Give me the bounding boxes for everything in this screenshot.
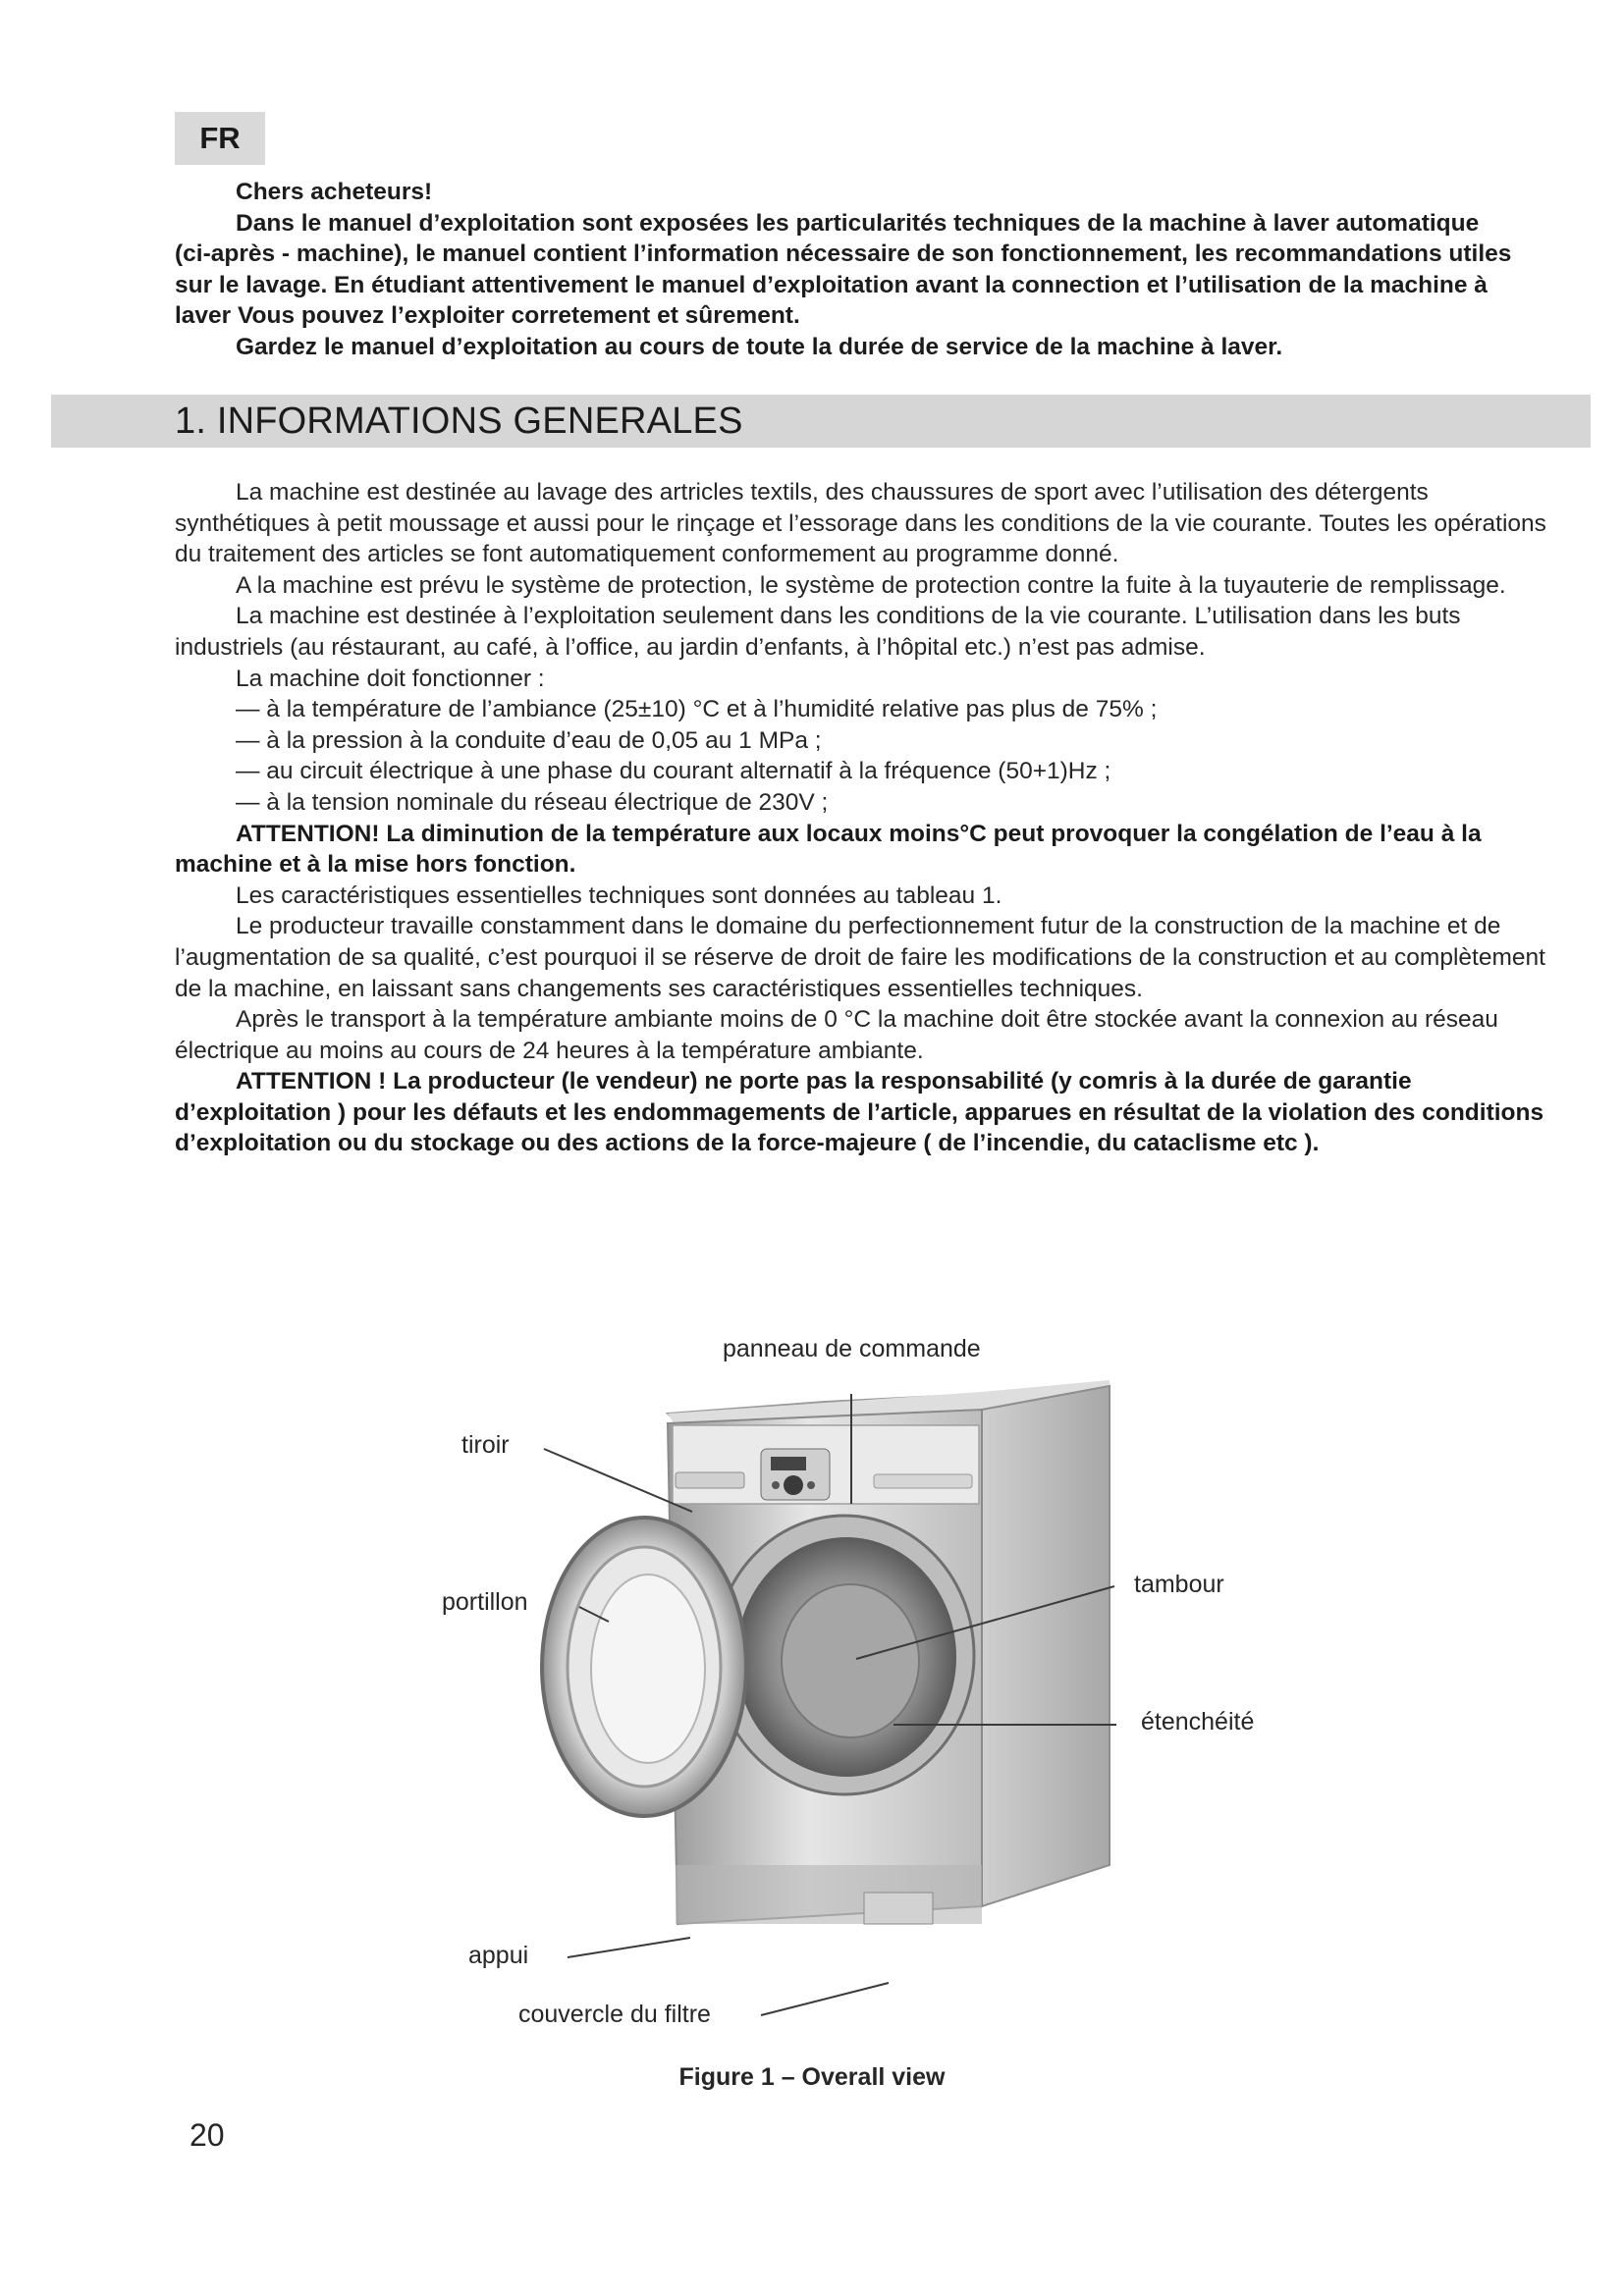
- condition-temperature: — à la température de l’ambiance (25±10) °C et à l’humidité relative pas plus de 75% ;: [236, 696, 1158, 723]
- filter-cover: [864, 1893, 933, 1924]
- paragraph-table-reference: Les caractéristiques essentielles techniques sont données au tableau 1.: [236, 881, 1002, 909]
- program-knob: [784, 1475, 803, 1495]
- warning-freezing: ATTENTION! La diminution de la température aux locaux moins°C peut provoquer la congélation de l’eau à la machine et à la mise hors fonction.: [175, 820, 1482, 879]
- intro-block: [175, 177, 1520, 362]
- page-number: 20: [189, 2117, 225, 2153]
- drawer-handle: [676, 1472, 744, 1488]
- paragraph-usage: La machine est destinée à l’exploitation seulement dans les conditions de la vie courante. L’utilisation dans les buts industriels (au réstaurant, au café, à l’office, au jardin d’enfants, à l’hôpital etc.) n’est pas admise.: [175, 603, 1461, 661]
- section-title: 1. INFORMATIONS GENERALES: [175, 400, 743, 442]
- label-seal: étenchéité: [1141, 1708, 1255, 1735]
- body-text: [175, 477, 1547, 1159]
- label-foot: appui: [468, 1942, 529, 1969]
- condition-pressure: — à la pression à la conduite d’eau de 0,05 au 1 MPa ;: [236, 726, 822, 754]
- label-drawer: tiroir: [461, 1431, 510, 1459]
- washing-machine-illustration: [0, 1315, 1624, 2120]
- figure-caption: Figure 1 – Overall view: [678, 2063, 946, 2091]
- paragraph-purpose: La machine est destinée au lavage des artricles textils, des chaussures de sport avec l’utilisation des détergents synthétiques à petit moussage et aussi pour le rinçage et l’essorage dans les conditions de la vie courante. Toutes les opérations du traitement des articles se font automatiquement conformement au programme donné.: [175, 479, 1546, 568]
- paragraph-modifications: Le producteur travaille constamment dans le domaine du perfectionnement futur de la construction de la machine et de l’augmentation de sa qualité, c’est pourquoi il se réserve de droit de faire les modifications de la construction et au complètement de la machine, en laissant sans changements ses caractéristiques essentielles techniques.: [175, 913, 1545, 1002]
- label-door: portillon: [442, 1588, 528, 1616]
- condition-voltage: — à la tension nominale du réseau électrique de 230V ;: [236, 788, 829, 816]
- warning-liability: ATTENTION ! La producteur (le vendeur) ne porte pas la responsabilité (y comris à la durée de garantie d’exploitation ) pour les défauts et les endommagements de l’article, apparues en résultat de la violation des conditions d’exploitation ou du stockage ou des actions de la force-majeure ( de l’incendie, du cataclisme etc ).: [175, 1068, 1544, 1157]
- intro-paragraph: Dans le manuel d’exploitation sont exposées les particularités techniques de la machine à laver automatique (ci-après - machine), le manuel contient l’information nécessaire de son fonctionnement, les recommandations utiles sur le lavage. En étudiant attentivement le manuel d’exploitation avant la connection et l’utilisation de la machine à laver Vous pouvez l’exploiter corretement et sûrement.: [175, 209, 1512, 329]
- intro-greeting: Chers acheteurs!: [236, 179, 433, 205]
- language-badge: FR: [175, 112, 265, 165]
- machine-side: [982, 1386, 1110, 1906]
- paragraph-conditions-intro: La machine doit fonctionner :: [236, 665, 545, 692]
- label-filter-cover: couvercle du filtre: [518, 2001, 711, 2028]
- paragraph-protection: A la machine est prévu le système de protection, le système de protection contre la fuite à la tuyauterie de remplissage.: [236, 571, 1506, 599]
- figure-overall-view: [0, 1315, 1624, 2120]
- intro-keep-manual: Gardez le manuel d’exploitation au cours de toute la durée de service de la machine à laver.: [236, 333, 1283, 360]
- label-control-panel: panneau de commande: [723, 1335, 981, 1362]
- paragraph-transport: Après le transport à la température ambiante moins de 0 °C la machine doit être stockée avant la connexion au réseau électrique au moins au cours de 24 heures à la température ambiante.: [175, 1006, 1498, 1064]
- condition-frequency: — au circuit électrique à une phase du courant alternatif à la fréquence (50+1)Hz ;: [236, 758, 1111, 785]
- label-drum: tambour: [1134, 1571, 1224, 1598]
